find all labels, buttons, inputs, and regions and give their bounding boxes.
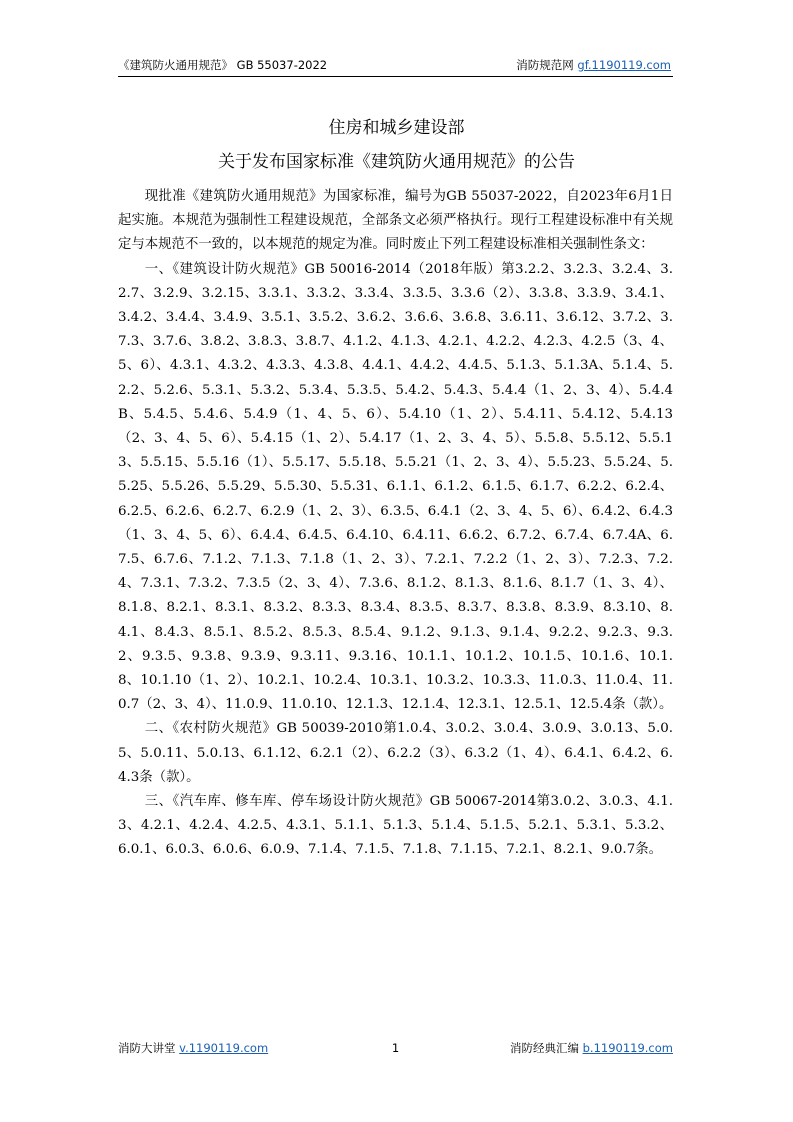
document-title: 《建筑防火通用规范》 GB 55037-2022 [118,58,328,72]
repealed-clauses-gb50039: 二、《农村防火规范》GB 50039-2010第1.0.4、3.0.2、3.0.4、3.0.9、3.0.13、5.0.5、5.0.11、5.0.13、6.1.12、6.2.1（2）、6.2.2（3）、6.3.2（1、4）、6.4.1、6.4.2、6.4.3条（款）。 [118,721,673,785]
announcement-title: 关于发布国家标准《建筑防火通用规范》的公告 [218,152,575,172]
ministry-title: 住房和城乡建设部 [328,118,465,138]
footer-left-label: 消防大讲堂 [118,1041,176,1055]
intro-paragraph: 现批准《建筑防火通用规范》为国家标准，编号为GB 55037-2022，自2023年6月1日起实施。本规范为强制性工程建设规范，全部条文必须严格执行。现行工程建设标准中有关规定与本规范不一致的，以本规范的规定为准。同时废止下列工程建设标准相关强制性条文： [118,189,673,253]
page-header [118,56,673,77]
footer-right-link[interactable]: b.1190119.com [582,1041,673,1055]
announcement-body [118,185,673,863]
page-number: 1 [391,1041,400,1055]
footer-right-label: 消防经典汇编 [509,1041,579,1055]
repealed-clauses-gb50016: 一、《建筑设计防火规范》GB 50016-2014（2018年版）第3.2.2、3.2.3、3.2.4、3.2.7、3.2.9、3.2.15、3.3.1、3.3.2、3.3.4、3.3.5、3.3.6（2）、3.3.8、3.3.9、3.4.1、3.4.2、3.4.4、3.4.9、3.5.1、3.5.2、3.6.2、3.6.6、3.6.8、3.6.11、3.6.12、3.7.2、3.7.3、3.7.6、3.8.2、3.8.3、3.8.7、4.1.2、4.1.3、4.2.1、4.2.2、4.2.3、4.2.5（3、4、5、6）、4.3.1、4.3.2、4.3.3、4.3.8、4.4.1、4.4.2、4.4.5、5.1.3、5.1.3A、5.1.4、5.2.2、5.2.6、5.3.1、5.3.2、5.3.4、5.3.5、5.4.2、5.4.3、5.4.4（1、2、3、4）、5.4.4B、5.4.5、5.4.6、5.4.9（1、4、5、6）、5.4.10（1、2）、5.4.11、5.4.12、5.4.13（2、3、4、5、6）、5.4.15（1、2）、5.4.17（1、2、3、4、5）、5.5.8、5.5.12、5.5.13、5.5.15、5.5.16（1）、5.5.17、5.5.18、5.5.21（1、2、3、4）、5.5.23、5.5.24、5.5.25、5.5.26、5.5.29、5.5.30、5.5.31、6.1.1、6.1.2、6.1.5、6.1.7、6.2.2、6.2.4、6.2.5、6.2.6、6.2.7、6.2.9（1、2、3）、6.3.5、6.4.1（2、3、4、5、6）、6.4.2、6.4.3（1、3、4、5、6）、6.4.4、6.4.5、6.4.10、6.4.11、6.6.2、6.7.2、6.7.4、6.7.4A、6.7.5、6.7.6、7.1.2、7.1.3、7.1.8（1、2、3）、7.2.1、7.2.2（1、2、3）、7.2.3、7.2.4、7.3.1、7.3.2、7.3.5（2、3、4）、7.3.6、8.1.2、8.1.3、8.1.6、8.1.7（1、3、4）、8.1.8、8.2.1、8.3.1、8.3.2、8.3.3、8.3.4、8.3.5、8.3.7、8.3.8、8.3.9、8.3.10、8.4.1、8.4.3、8.5.1、8.5.2、8.5.3、8.5.4、9.1.2、9.1.3、9.1.4、9.2.2、9.2.3、9.3.2、9.3.5、9.3.8、9.3.9、9.3.11、9.3.16、10.1.1、10.1.2、10.1.5、10.1.6、10.1.8、10.1.10（1、2）、10.2.1、10.2.4、10.3.1、10.3.2、10.3.3、11.0.3、11.0.4、11.0.7（2、3、4）、11.0.9、11.0.10、12.1.3、12.1.4、12.3.1、12.5.1、12.5.4条（款）。 [118,261,673,713]
repealed-clauses-gb50067: 三、《汽车库、修车库、停车场设计防火规范》GB 50067-2014第3.0.2、3.0.3、4.1.3、4.2.1、4.2.4、4.2.5、4.3.1、5.1.1、5.1.3、5.1.4、5.1.5、5.2.1、5.3.1、5.3.2、6.0.1、6.0.3、6.0.6、6.0.9、7.1.4、7.1.5、7.1.8、7.1.15、7.2.1、8.2.1、9.0.7条。 [118,794,673,858]
site-label: 消防规范网 [516,58,574,72]
page-footer [118,1039,673,1057]
footer-right [510,1039,673,1057]
footer-left-link[interactable]: v.1190119.com [179,1041,269,1055]
site-link[interactable]: gf.1190119.com [577,58,671,72]
header-site [516,56,671,74]
